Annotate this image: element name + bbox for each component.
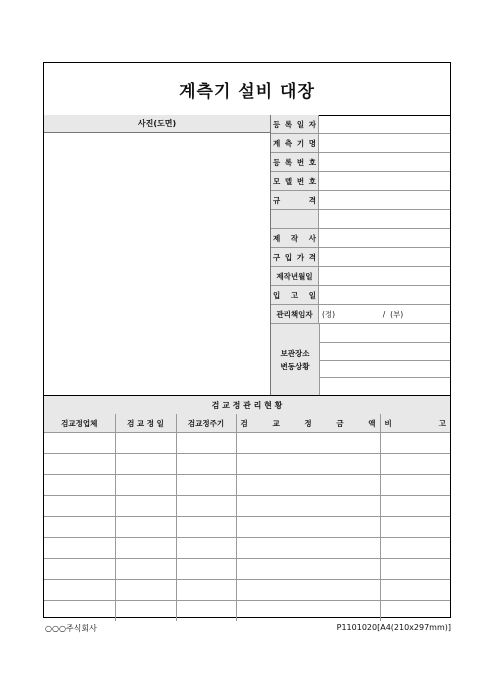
table-cell[interactable] — [44, 517, 115, 538]
info-row — [271, 267, 450, 286]
table-cell[interactable] — [176, 538, 236, 559]
table-cell[interactable] — [176, 433, 236, 454]
calibration-column-header: 검 교 정 일 — [115, 414, 176, 433]
table-cell[interactable] — [44, 433, 115, 454]
calibration-column-header: 검 교 정 금 액 — [236, 414, 380, 433]
info-value-field[interactable] — [320, 248, 450, 266]
info-label: 제 작 사 — [271, 229, 319, 247]
table-cell[interactable] — [115, 517, 176, 538]
info-label: 관리책임자 — [271, 305, 319, 323]
table-cell[interactable] — [236, 454, 380, 475]
info-row — [271, 115, 450, 134]
table-row — [44, 601, 450, 622]
calibration-table — [44, 414, 450, 621]
calibration-column-header: 검교정주기 — [176, 414, 236, 433]
info-row — [271, 210, 450, 229]
table-cell[interactable] — [44, 538, 115, 559]
photo-header: 사진(도면) — [44, 115, 271, 133]
info-row — [271, 153, 450, 172]
page-title: 계측기 설비 대장 — [44, 63, 450, 116]
table-cell[interactable] — [380, 580, 450, 601]
table-cell[interactable] — [236, 433, 380, 454]
table-cell[interactable] — [115, 601, 176, 622]
table-cell[interactable] — [44, 580, 115, 601]
table-row — [44, 580, 450, 601]
info-value-field[interactable] — [320, 172, 450, 190]
footer-company: ○○○주식회사 — [45, 624, 97, 633]
info-row — [271, 191, 450, 210]
table-cell[interactable] — [236, 538, 380, 559]
table-row — [44, 496, 450, 517]
calibration-column-header: 검교정업체 — [44, 414, 115, 433]
storage-location-line[interactable] — [320, 342, 450, 343]
table-cell[interactable] — [44, 601, 115, 622]
calibration-column-header: 비 고 — [380, 414, 450, 433]
info-value-field[interactable] — [320, 115, 450, 133]
info-value-field[interactable] — [320, 134, 450, 152]
table-cell[interactable] — [44, 454, 115, 475]
info-value-field[interactable] — [320, 191, 450, 209]
calibration-header-row — [44, 414, 450, 433]
table-cell[interactable] — [380, 559, 450, 580]
table-cell[interactable] — [44, 496, 115, 517]
table-cell[interactable] — [236, 496, 380, 517]
table-row — [44, 517, 450, 538]
table-cell[interactable] — [176, 475, 236, 496]
table-cell[interactable] — [176, 454, 236, 475]
info-row — [271, 248, 450, 267]
table-cell[interactable] — [115, 559, 176, 580]
storage-location-label-line: 보관장소 — [280, 348, 310, 358]
table-cell[interactable] — [236, 580, 380, 601]
table-row — [44, 433, 450, 454]
info-label: 구 입 가 격 — [271, 248, 319, 266]
info-label: 규 격 — [271, 191, 319, 209]
info-panel — [271, 115, 450, 395]
table-row — [44, 559, 450, 580]
table-cell[interactable] — [236, 601, 380, 622]
table-cell[interactable] — [380, 517, 450, 538]
info-value-field[interactable] — [320, 286, 450, 304]
table-cell[interactable] — [176, 559, 236, 580]
info-value-field[interactable] — [320, 210, 450, 228]
info-row — [271, 286, 450, 305]
table-cell[interactable] — [236, 517, 380, 538]
storage-location-line[interactable] — [320, 360, 450, 361]
info-row — [271, 305, 450, 324]
table-cell[interactable] — [176, 517, 236, 538]
storage-location-label-line: 변동상황 — [280, 361, 310, 371]
table-cell[interactable] — [115, 475, 176, 496]
footer-form-code: P1101020[A4(210x297mm)] — [336, 623, 451, 632]
table-row — [44, 475, 450, 496]
equipment-register-form — [43, 62, 451, 618]
table-cell[interactable] — [115, 433, 176, 454]
table-cell[interactable] — [380, 538, 450, 559]
table-cell[interactable] — [115, 538, 176, 559]
info-row — [271, 134, 450, 153]
table-cell[interactable] — [236, 475, 380, 496]
info-label: 모 델 번 호 — [271, 172, 319, 190]
table-cell[interactable] — [44, 559, 115, 580]
table-row — [44, 538, 450, 559]
table-cell[interactable] — [380, 433, 450, 454]
table-cell[interactable] — [380, 601, 450, 622]
info-label: 계 측 기 명 — [271, 134, 319, 152]
table-cell[interactable] — [176, 580, 236, 601]
info-value-field[interactable] — [320, 267, 450, 285]
table-cell[interactable] — [44, 475, 115, 496]
storage-location-line[interactable] — [320, 377, 450, 378]
info-label: 등 록 일 자 — [271, 115, 319, 133]
table-cell[interactable] — [380, 496, 450, 517]
table-cell[interactable] — [115, 580, 176, 601]
table-cell[interactable] — [115, 496, 176, 517]
table-cell[interactable] — [236, 559, 380, 580]
photo-area[interactable] — [44, 133, 271, 395]
info-label: 입 고 일 — [271, 286, 319, 304]
table-cell[interactable] — [176, 601, 236, 622]
info-row — [271, 172, 450, 191]
info-label — [271, 210, 319, 228]
calibration-section-title: 검 교 정 관 리 현 황 — [44, 395, 450, 415]
table-cell[interactable] — [380, 475, 450, 496]
info-label: 제작년월일 — [271, 267, 319, 285]
table-cell[interactable] — [380, 454, 450, 475]
info-value-field[interactable]: (정) / (부) — [322, 309, 404, 319]
storage-location-block — [271, 324, 450, 395]
table-row — [44, 454, 450, 475]
storage-location-label — [271, 324, 320, 395]
table-cell[interactable] — [115, 454, 176, 475]
info-value-field[interactable] — [320, 229, 450, 247]
info-row — [271, 229, 450, 248]
info-value-field[interactable] — [320, 153, 450, 171]
upper-section — [44, 115, 450, 395]
table-cell[interactable] — [176, 496, 236, 517]
info-label: 등 록 번 호 — [271, 153, 319, 171]
